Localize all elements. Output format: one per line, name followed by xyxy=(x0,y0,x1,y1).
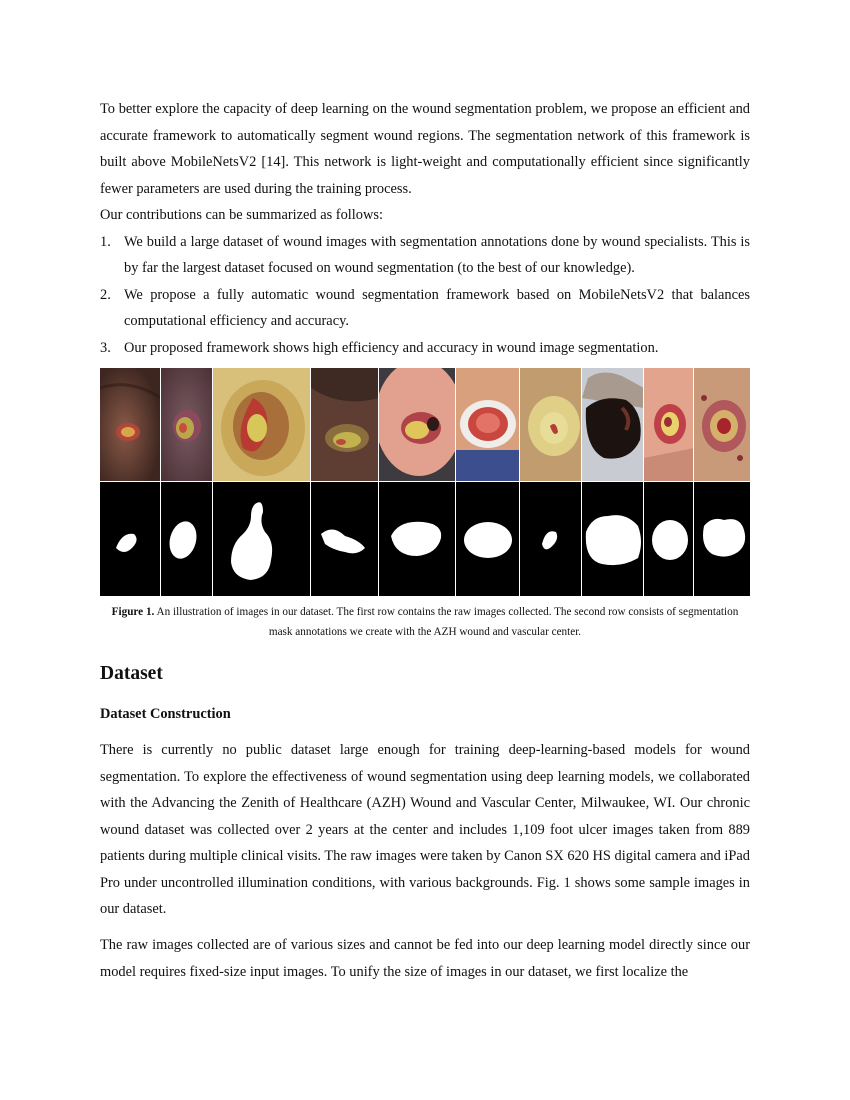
contributions-list xyxy=(100,229,750,362)
segmentation-mask xyxy=(311,482,379,596)
segmentation-mask xyxy=(520,482,582,596)
item-number: 3. xyxy=(100,339,111,356)
wound-photo xyxy=(644,368,694,482)
wound-photo xyxy=(213,368,311,482)
segmentation-mask xyxy=(582,482,644,596)
wound-photo xyxy=(311,368,379,482)
item-number: 2. xyxy=(100,286,111,303)
wound-photo xyxy=(582,368,644,482)
intro-section xyxy=(100,96,750,361)
segmentation-mask xyxy=(100,482,161,596)
figure-wound-grid xyxy=(100,368,750,596)
item-text: We propose a fully automatic wound segmentation framework based on MobileNetsV2 that balances computational efficiency and accuracy. xyxy=(124,286,750,329)
wound-photo xyxy=(520,368,582,482)
wound-photo xyxy=(694,368,750,482)
contributions-lead: Our contributions can be summarized as follows: xyxy=(100,207,383,223)
subsection-heading: Dataset Construction xyxy=(100,706,231,722)
item-text: We build a large dataset of wound images with segmentation annotations done by wound specialists. This is by far the largest dataset focused on wound segmentation (to the best of our knowledge). xyxy=(124,233,750,276)
item-number: 1. xyxy=(100,233,111,250)
dataset-paragraph: There is currently no public dataset large enough for training deep-learning-based models for wound segmentation. To explore the effectiveness of wound segmentation using deep learning models, we collaborated with the Advancing the Zenith of Healthcare (AZH) Wound and Vascular Center, Milwaukee, WI. Our chronic wound dataset was collected over 2 years at the center and includes 1,109 foot ulcer images taken from 889 patients during multiple clinical visits. The raw images were taken by Canon SX 620 HS digital camera and iPad Pro under uncontrolled illumination conditions, with various backgrounds. Fig. 1 shows some sample images in our dataset. xyxy=(100,742,750,917)
contribution-item xyxy=(100,282,750,335)
wound-photo xyxy=(100,368,161,482)
wound-photo xyxy=(161,368,213,482)
figure-caption xyxy=(100,602,750,642)
segmentation-mask xyxy=(694,482,750,596)
caption-text: An illustration of images in our dataset. The first row contains the raw images collected. The second row consists of segmentation mask annotations we create with the AZH wound and vascular center. xyxy=(154,606,739,638)
contribution-item xyxy=(100,335,750,362)
figure-label: Figure 1. xyxy=(111,606,155,618)
segmentation-mask xyxy=(213,482,311,596)
dataset-continuation xyxy=(100,932,750,985)
contribution-item xyxy=(100,229,750,282)
raw-images-row xyxy=(100,368,750,482)
segmentation-mask xyxy=(456,482,520,596)
dataset-paragraph-2: The raw images collected are of various sizes and cannot be fed into our deep learning model directly since our model requires fixed-size input images. To unify the size of images in our dataset, we first localize the xyxy=(100,937,750,980)
dataset-construction-body xyxy=(100,737,750,923)
segmentation-mask xyxy=(644,482,694,596)
item-text: Our proposed framework shows high efficiency and accuracy in wound image segmentation. xyxy=(124,339,659,356)
mask-images-row xyxy=(100,482,750,596)
wound-photo xyxy=(456,368,520,482)
segmentation-mask xyxy=(379,482,456,596)
intro-paragraph: To better explore the capacity of deep learning on the wound segmentation problem, we propose an efficient and accurate framework to automatically segment wound regions. The segmentation network of this framework is built above MobileNetsV2 [14]. This network is light-weight and computationally efficient since significantly fewer parameters are used during the training process. xyxy=(100,101,750,197)
section-heading: Dataset xyxy=(100,663,163,684)
segmentation-mask xyxy=(161,482,213,596)
wound-photo xyxy=(379,368,456,482)
